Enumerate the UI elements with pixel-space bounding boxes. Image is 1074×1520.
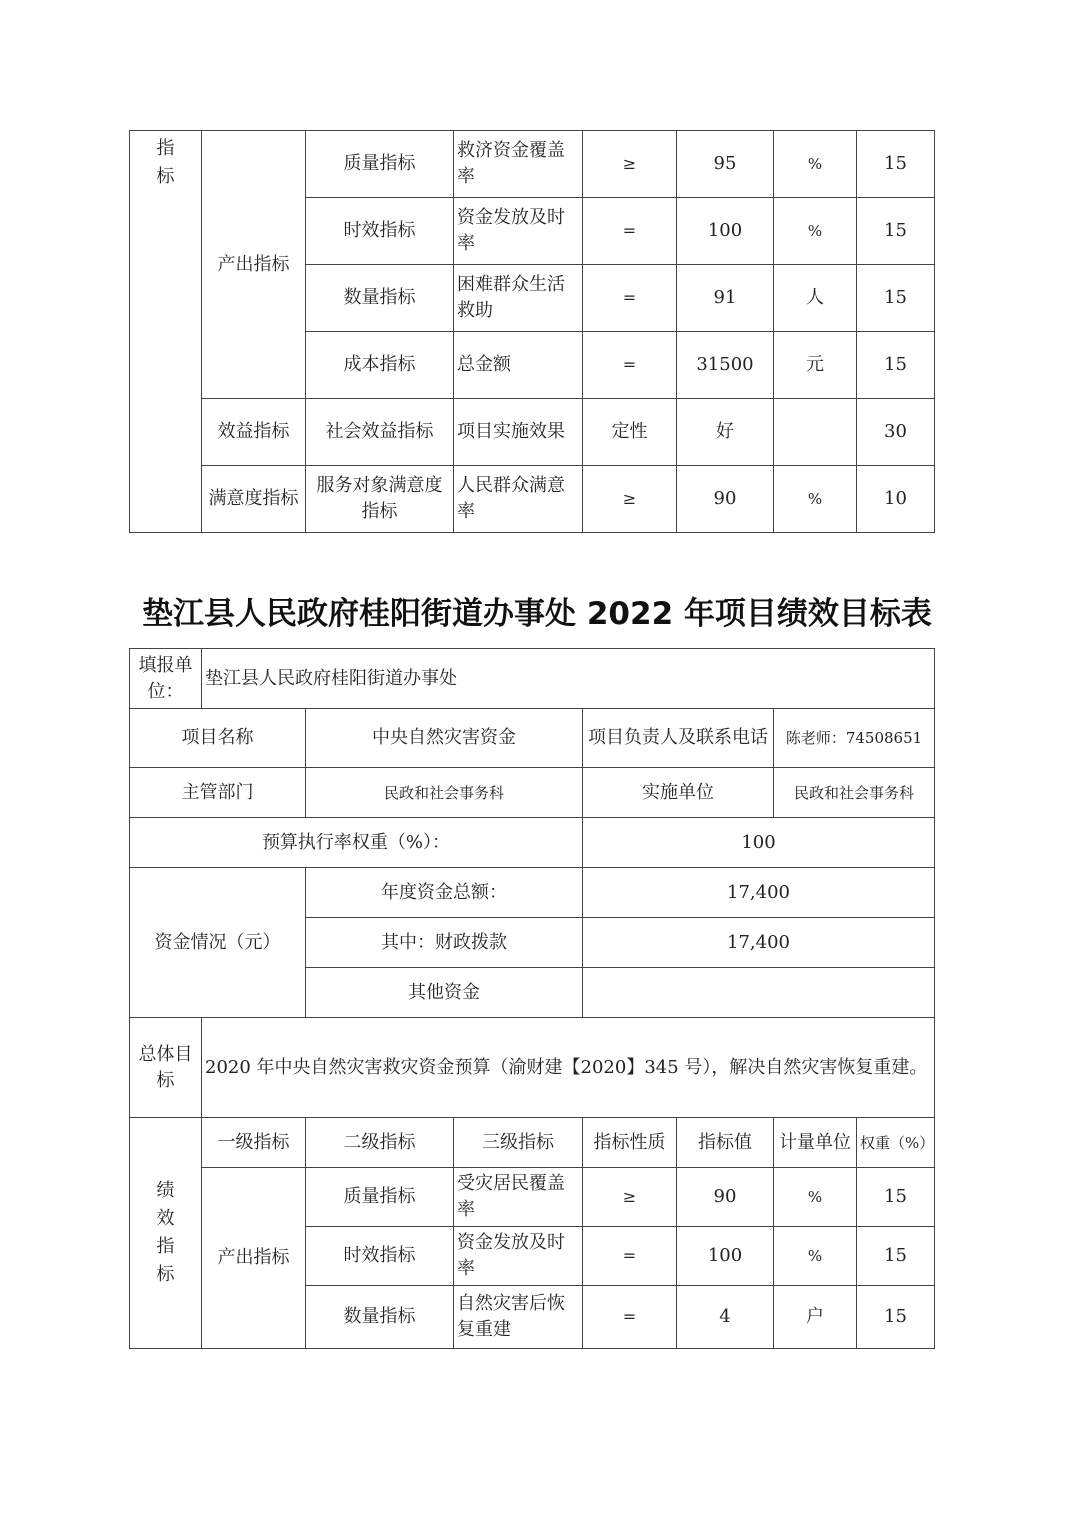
header-l2: 二级指标 <box>306 1118 454 1168</box>
perf-label: 绩效指标 <box>156 1180 175 1285</box>
weight-cell: 30 <box>857 399 935 466</box>
project-name-value: 中央自然灾害资金 <box>306 709 583 768</box>
nature-cell: = <box>583 265 677 332</box>
nature-cell: ≥ <box>583 131 677 198</box>
unit-cell: 元 <box>774 332 857 399</box>
weight-cell: 10 <box>857 466 935 533</box>
l3-cell: 总金额 <box>454 332 583 399</box>
project-name-label: 项目名称 <box>130 709 306 768</box>
page-title: 垫江县人民政府桂阳街道办事处 2022 年项目绩效目标表 <box>142 596 932 632</box>
performance-target-table <box>129 648 935 1349</box>
impl-value: 民政和社会事务科 <box>774 768 935 818</box>
header-nature: 指标性质 <box>583 1118 677 1168</box>
unit-label-cell: 填报单位： <box>130 649 202 709</box>
header-value: 指标值 <box>677 1118 774 1168</box>
other-funds-label: 其他资金 <box>306 968 583 1018</box>
budget-rate-label: 预算执行率权重（%）： <box>130 818 583 868</box>
funds-label: 资金情况（元） <box>130 868 306 1018</box>
l2-cell: 数量指标 <box>306 1286 454 1349</box>
l3-cell: 项目实施效果 <box>454 399 583 466</box>
weight-cell: 15 <box>857 332 935 399</box>
l3-cell: 人民群众满意率 <box>454 466 583 533</box>
l3-cell: 自然灾害后恢复重建 <box>454 1286 583 1349</box>
value-cell: 90 <box>677 466 774 533</box>
value-cell: 4 <box>677 1286 774 1349</box>
l3-cell: 救济资金覆盖率 <box>454 131 583 198</box>
value-cell: 31500 <box>677 332 774 399</box>
dept-label: 主管部门 <box>130 768 306 818</box>
l2-cell: 服务对象满意度指标 <box>306 466 454 533</box>
output-indicator-cell: 产出指标 <box>202 131 306 399</box>
value-cell: 95 <box>677 131 774 198</box>
weight-cell: 15 <box>857 265 935 332</box>
annual-total-label: 年度资金总额： <box>306 868 583 918</box>
unit-cell: % <box>774 198 857 265</box>
l2-cell: 质量指标 <box>306 1168 454 1227</box>
indicator-label: 指标 <box>156 138 175 187</box>
budget-rate-value: 100 <box>583 818 935 868</box>
value-cell: 100 <box>677 1227 774 1286</box>
weight-cell: 15 <box>857 1168 935 1227</box>
value-cell: 好 <box>677 399 774 466</box>
l2-cell: 时效指标 <box>306 198 454 265</box>
header-l3: 三级指标 <box>454 1118 583 1168</box>
goal-label: 总体目标 <box>130 1018 202 1118</box>
nature-cell: = <box>583 1227 677 1286</box>
l3-cell: 困难群众生活救助 <box>454 265 583 332</box>
header-unit: 计量单位 <box>774 1118 857 1168</box>
l2-cell: 成本指标 <box>306 332 454 399</box>
nature-cell: = <box>583 198 677 265</box>
value-cell: 100 <box>677 198 774 265</box>
l3-cell: 资金发放及时率 <box>454 198 583 265</box>
unit-cell: % <box>774 1227 857 1286</box>
unit-cell <box>774 399 857 466</box>
nature-cell: = <box>583 1286 677 1349</box>
unit-cell: 人 <box>774 265 857 332</box>
weight-cell: 15 <box>857 1286 935 1349</box>
fiscal-value: 17,400 <box>583 918 935 968</box>
unit-cell: % <box>774 466 857 533</box>
nature-cell: 定性 <box>583 399 677 466</box>
value-cell: 91 <box>677 265 774 332</box>
dept-value: 民政和社会事务科 <box>306 768 583 818</box>
performance-table-continued <box>129 130 935 533</box>
weight-cell: 15 <box>857 131 935 198</box>
unit-cell: % <box>774 131 857 198</box>
weight-cell: 15 <box>857 1227 935 1286</box>
l3-cell: 受灾居民覆盖率 <box>454 1168 583 1227</box>
value-cell: 90 <box>677 1168 774 1227</box>
satisfaction-indicator-cell: 满意度指标 <box>202 466 306 533</box>
goal-value: 2020 年中央自然灾害救灾资金预算（渝财建【2020】345 号），解决自然灾害恢复重建。 <box>202 1018 935 1118</box>
manager-label: 项目负责人及联系电话 <box>583 709 774 768</box>
indicator-label-cell <box>130 131 202 533</box>
unit-cell: % <box>774 1168 857 1227</box>
header-l1: 一级指标 <box>202 1118 306 1168</box>
fiscal-label: 其中：财政拨款 <box>306 918 583 968</box>
nature-cell: ≥ <box>583 1168 677 1227</box>
output-indicator-cell: 产出指标 <box>202 1168 306 1349</box>
unit-value-cell: 垫江县人民政府桂阳街道办事处 <box>202 649 935 709</box>
l2-cell: 时效指标 <box>306 1227 454 1286</box>
nature-cell: ≥ <box>583 466 677 533</box>
perf-label-cell <box>130 1118 202 1349</box>
l3-cell: 资金发放及时率 <box>454 1227 583 1286</box>
header-weight: 权重（%） <box>857 1118 935 1168</box>
impl-label: 实施单位 <box>583 768 774 818</box>
l2-cell: 数量指标 <box>306 265 454 332</box>
manager-value: 陈老师：74508651 <box>774 709 935 768</box>
unit-cell: 户 <box>774 1286 857 1349</box>
l2-cell: 质量指标 <box>306 131 454 198</box>
annual-total-value: 17,400 <box>583 868 935 918</box>
weight-cell: 15 <box>857 198 935 265</box>
benefit-indicator-cell: 效益指标 <box>202 399 306 466</box>
nature-cell: = <box>583 332 677 399</box>
l2-cell: 社会效益指标 <box>306 399 454 466</box>
other-funds-value <box>583 968 935 1018</box>
